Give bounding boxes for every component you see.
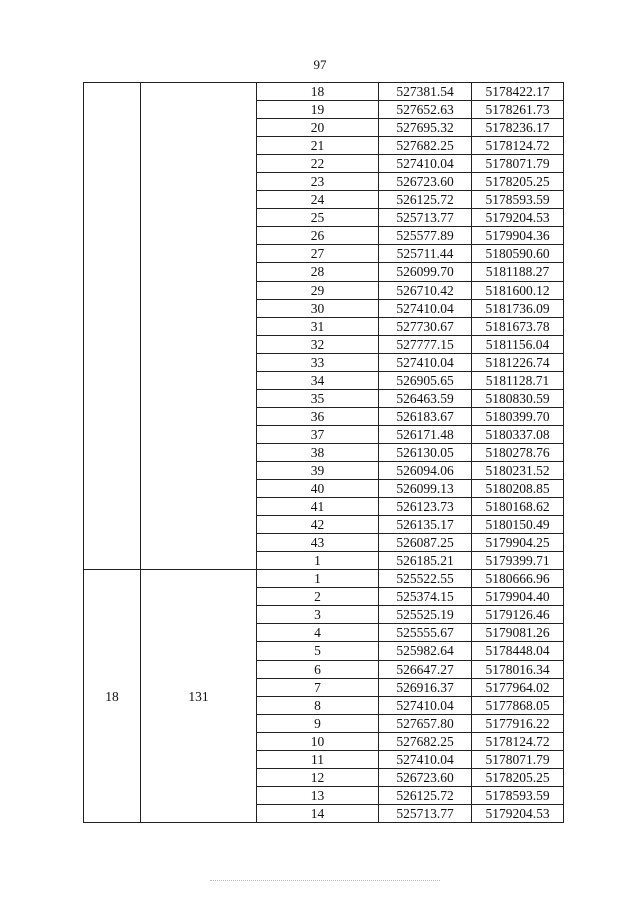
point-number-cell: 14 xyxy=(257,804,379,822)
y-coordinate-cell: 5178124.72 xyxy=(472,732,564,750)
y-coordinate-cell: 5178261.73 xyxy=(472,101,564,119)
table-row xyxy=(84,83,564,101)
point-number-cell: 37 xyxy=(257,425,379,443)
x-coordinate-cell: 526125.72 xyxy=(379,191,472,209)
x-coordinate-cell: 527652.63 xyxy=(379,101,472,119)
y-coordinate-cell: 5180399.70 xyxy=(472,407,564,425)
y-coordinate-cell: 5179126.46 xyxy=(472,606,564,624)
coordinates-table-container xyxy=(83,82,563,823)
y-coordinate-cell: 5180278.76 xyxy=(472,443,564,461)
point-number-cell: 6 xyxy=(257,660,379,678)
point-number-cell: 13 xyxy=(257,786,379,804)
point-number-cell: 7 xyxy=(257,678,379,696)
x-coordinate-cell: 527682.25 xyxy=(379,137,472,155)
x-coordinate-cell: 526463.59 xyxy=(379,389,472,407)
point-number-cell: 41 xyxy=(257,498,379,516)
y-coordinate-cell: 5178236.17 xyxy=(472,119,564,137)
y-coordinate-cell: 5180168.62 xyxy=(472,498,564,516)
y-coordinate-cell: 5179081.26 xyxy=(472,624,564,642)
y-coordinate-cell: 5178593.59 xyxy=(472,191,564,209)
y-coordinate-cell: 5178124.72 xyxy=(472,137,564,155)
x-coordinate-cell: 527777.15 xyxy=(379,335,472,353)
x-coordinate-cell: 527410.04 xyxy=(379,155,472,173)
x-coordinate-cell: 527695.32 xyxy=(379,119,472,137)
point-number-cell: 30 xyxy=(257,299,379,317)
y-coordinate-cell: 5180337.08 xyxy=(472,425,564,443)
y-coordinate-cell: 5178205.25 xyxy=(472,173,564,191)
point-number-cell: 34 xyxy=(257,371,379,389)
y-coordinate-cell: 5180231.52 xyxy=(472,461,564,479)
point-number-cell: 38 xyxy=(257,443,379,461)
y-coordinate-cell: 5181600.12 xyxy=(472,281,564,299)
y-coordinate-cell: 5179904.25 xyxy=(472,534,564,552)
point-number-cell: 18 xyxy=(257,83,379,101)
x-coordinate-cell: 525713.77 xyxy=(379,209,472,227)
x-coordinate-cell: 525374.15 xyxy=(379,588,472,606)
x-coordinate-cell: 525522.55 xyxy=(379,570,472,588)
y-coordinate-cell: 5178071.79 xyxy=(472,155,564,173)
x-coordinate-cell: 526185.21 xyxy=(379,552,472,570)
point-number-cell: 24 xyxy=(257,191,379,209)
y-coordinate-cell: 5180830.59 xyxy=(472,389,564,407)
point-number-cell: 42 xyxy=(257,516,379,534)
x-coordinate-cell: 526087.25 xyxy=(379,534,472,552)
point-number-cell: 28 xyxy=(257,263,379,281)
x-coordinate-cell: 526123.73 xyxy=(379,498,472,516)
x-coordinate-cell: 527410.04 xyxy=(379,750,472,768)
y-coordinate-cell: 5179904.40 xyxy=(472,588,564,606)
y-coordinate-cell: 5178071.79 xyxy=(472,750,564,768)
x-coordinate-cell: 526183.67 xyxy=(379,407,472,425)
y-coordinate-cell: 5179399.71 xyxy=(472,552,564,570)
x-coordinate-cell: 525525.19 xyxy=(379,606,472,624)
point-number-cell: 27 xyxy=(257,245,379,263)
page-number: 97 xyxy=(313,57,327,72)
y-coordinate-cell: 5181736.09 xyxy=(472,299,564,317)
x-coordinate-cell: 526723.60 xyxy=(379,768,472,786)
coordinates-table xyxy=(83,82,564,823)
point-number-cell: 39 xyxy=(257,461,379,479)
group-number-cell: 18 xyxy=(84,570,141,823)
point-number-cell: 36 xyxy=(257,407,379,425)
y-coordinate-cell: 5177868.05 xyxy=(472,696,564,714)
x-coordinate-cell: 525577.89 xyxy=(379,227,472,245)
point-number-cell: 8 xyxy=(257,696,379,714)
x-coordinate-cell: 527410.04 xyxy=(379,696,472,714)
x-coordinate-cell: 526130.05 xyxy=(379,443,472,461)
x-coordinate-cell: 526099.13 xyxy=(379,480,472,498)
y-coordinate-cell: 5177916.22 xyxy=(472,714,564,732)
x-coordinate-cell: 527381.54 xyxy=(379,83,472,101)
point-number-cell: 10 xyxy=(257,732,379,750)
x-coordinate-cell: 527657.80 xyxy=(379,714,472,732)
point-number-cell: 40 xyxy=(257,480,379,498)
x-coordinate-cell: 526710.42 xyxy=(379,281,472,299)
point-number-cell: 31 xyxy=(257,317,379,335)
point-number-cell: 26 xyxy=(257,227,379,245)
point-number-cell: 1 xyxy=(257,552,379,570)
x-coordinate-cell: 525711.44 xyxy=(379,245,472,263)
group-number-cell xyxy=(84,83,141,570)
x-coordinate-cell: 527410.04 xyxy=(379,353,472,371)
x-coordinate-cell: 526099.70 xyxy=(379,263,472,281)
point-number-cell: 20 xyxy=(257,119,379,137)
y-coordinate-cell: 5178016.34 xyxy=(472,660,564,678)
point-number-cell: 4 xyxy=(257,624,379,642)
parcel-number-cell xyxy=(141,83,257,570)
point-number-cell: 29 xyxy=(257,281,379,299)
point-number-cell: 3 xyxy=(257,606,379,624)
x-coordinate-cell: 526647.27 xyxy=(379,660,472,678)
x-coordinate-cell: 526171.48 xyxy=(379,425,472,443)
x-coordinate-cell: 526094.06 xyxy=(379,461,472,479)
y-coordinate-cell: 5177964.02 xyxy=(472,678,564,696)
y-coordinate-cell: 5180208.85 xyxy=(472,480,564,498)
point-number-cell: 32 xyxy=(257,335,379,353)
x-coordinate-cell: 526723.60 xyxy=(379,173,472,191)
y-coordinate-cell: 5178448.04 xyxy=(472,642,564,660)
y-coordinate-cell: 5180590.60 xyxy=(472,245,564,263)
point-number-cell: 12 xyxy=(257,768,379,786)
y-coordinate-cell: 5180666.96 xyxy=(472,570,564,588)
point-number-cell: 43 xyxy=(257,534,379,552)
y-coordinate-cell: 5178205.25 xyxy=(472,768,564,786)
point-number-cell: 22 xyxy=(257,155,379,173)
y-coordinate-cell: 5179904.36 xyxy=(472,227,564,245)
scan-edge-line xyxy=(210,880,440,881)
x-coordinate-cell: 525982.64 xyxy=(379,642,472,660)
y-coordinate-cell: 5179204.53 xyxy=(472,804,564,822)
point-number-cell: 5 xyxy=(257,642,379,660)
point-number-cell: 2 xyxy=(257,588,379,606)
y-coordinate-cell: 5181188.27 xyxy=(472,263,564,281)
point-number-cell: 35 xyxy=(257,389,379,407)
x-coordinate-cell: 526135.17 xyxy=(379,516,472,534)
y-coordinate-cell: 5181128.71 xyxy=(472,371,564,389)
coordinates-table-body xyxy=(84,83,564,823)
y-coordinate-cell: 5181156.04 xyxy=(472,335,564,353)
y-coordinate-cell: 5180150.49 xyxy=(472,516,564,534)
x-coordinate-cell: 526125.72 xyxy=(379,786,472,804)
table-row xyxy=(84,570,564,588)
y-coordinate-cell: 5181673.78 xyxy=(472,317,564,335)
point-number-cell: 19 xyxy=(257,101,379,119)
point-number-cell: 11 xyxy=(257,750,379,768)
point-number-cell: 1 xyxy=(257,570,379,588)
y-coordinate-cell: 5181226.74 xyxy=(472,353,564,371)
x-coordinate-cell: 525555.67 xyxy=(379,624,472,642)
x-coordinate-cell: 526916.37 xyxy=(379,678,472,696)
x-coordinate-cell: 525713.77 xyxy=(379,804,472,822)
x-coordinate-cell: 526905.65 xyxy=(379,371,472,389)
y-coordinate-cell: 5178593.59 xyxy=(472,786,564,804)
point-number-cell: 25 xyxy=(257,209,379,227)
y-coordinate-cell: 5178422.17 xyxy=(472,83,564,101)
x-coordinate-cell: 527682.25 xyxy=(379,732,472,750)
point-number-cell: 23 xyxy=(257,173,379,191)
point-number-cell: 9 xyxy=(257,714,379,732)
point-number-cell: 33 xyxy=(257,353,379,371)
x-coordinate-cell: 527410.04 xyxy=(379,299,472,317)
y-coordinate-cell: 5179204.53 xyxy=(472,209,564,227)
point-number-cell: 21 xyxy=(257,137,379,155)
x-coordinate-cell: 527730.67 xyxy=(379,317,472,335)
parcel-number-cell: 131 xyxy=(141,570,257,823)
